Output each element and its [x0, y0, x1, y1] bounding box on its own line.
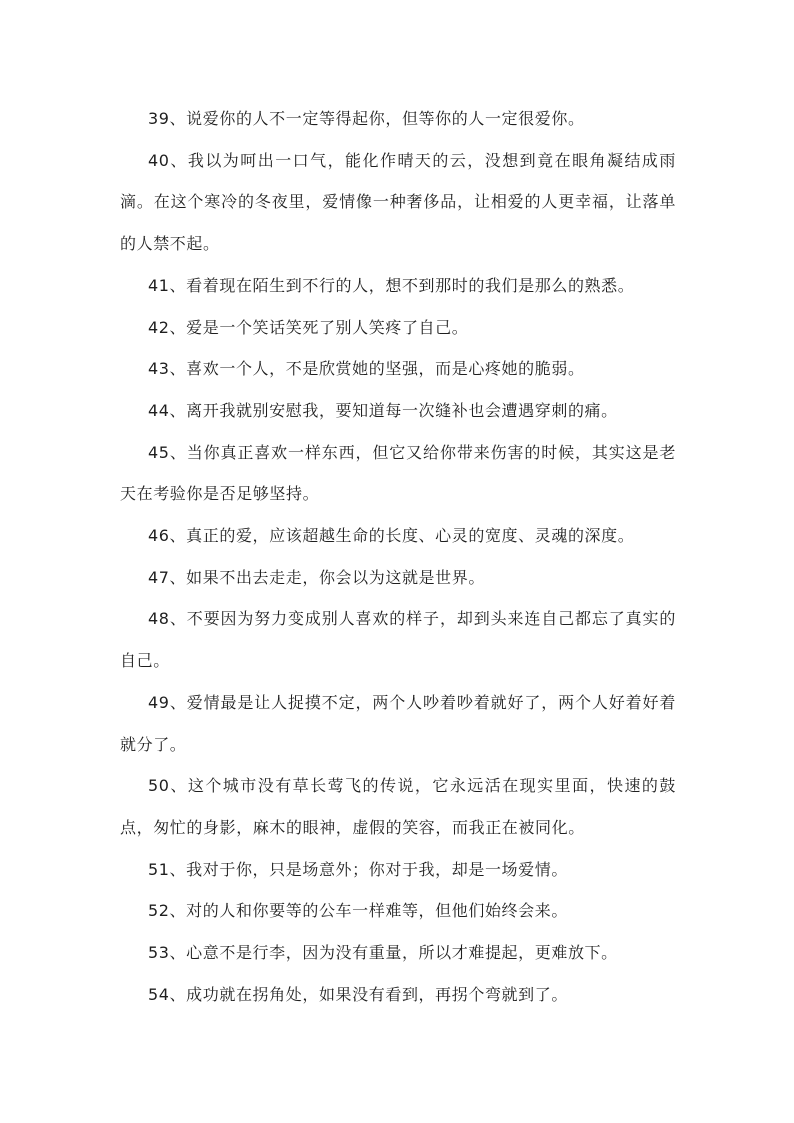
paragraph-43: 43、喜欢一个人，不是欣赏她的坚强，而是心疼她的脆弱。 [148, 359, 585, 379]
paragraph-44: 44、离开我就别安慰我，要知道每一次缝补也会遭遇穿刺的痛。 [148, 400, 618, 420]
paragraph-54: 54、成功就在拐角处，如果没有看到，再拐个弯就到了。 [148, 984, 568, 1004]
paragraph-52: 52、对的人和你要等的公车一样难等，但他们始终会来。 [148, 901, 568, 921]
paragraph-48: 48、不要因为努力变成别人喜欢的样子，却到头来连自己都忘了真实的自己。 [120, 609, 676, 671]
paragraph-51: 51、我对于你，只是场意外；你对于我，却是一场爱情。 [148, 859, 568, 879]
paragraph-42: 42、爱是一个笑话笑死了别人笑疼了自己。 [148, 317, 469, 337]
paragraph-46: 46、真正的爱，应该超越生命的长度、心灵的宽度、灵魂的深度。 [148, 526, 635, 546]
paragraph-49: 49、爱情最是让人捉摸不定，两个人吵着吵着就好了，两个人好着好着就分了。 [120, 692, 676, 754]
paragraph-47: 47、如果不出去走走，你会以为这就是世界。 [148, 567, 485, 587]
paragraph-40: 40、我以为呵出一口气，能化作晴天的云，没想到竟在眼角凝结成雨滴。在这个寒冷的冬夜里，爱情像一种奢侈品，让相爱的人更幸福，让落单的人禁不起。 [120, 150, 676, 254]
paragraph-53: 53、心意不是行李，因为没有重量，所以才难提起，更难放下。 [148, 943, 618, 963]
paragraph-41: 41、看着现在陌生到不行的人，想不到那时的我们是那么的熟悉。 [148, 275, 635, 295]
document-body [120, 98, 676, 1015]
paragraph-50: 50、这个城市没有草长莺飞的传说，它永远活在现实里面，快速的鼓点，匆忙的身影，麻木的眼神，虚假的笑容，而我正在被同化。 [120, 776, 676, 837]
paragraph-45: 45、当你真正喜欢一样东西，但它又给你带来伤害的时候，其实这是老天在考验你是否足够坚持。 [120, 442, 676, 504]
paragraph-39: 39、说爱你的人不一定等得起你，但等你的人一定很爱你。 [148, 109, 585, 128]
